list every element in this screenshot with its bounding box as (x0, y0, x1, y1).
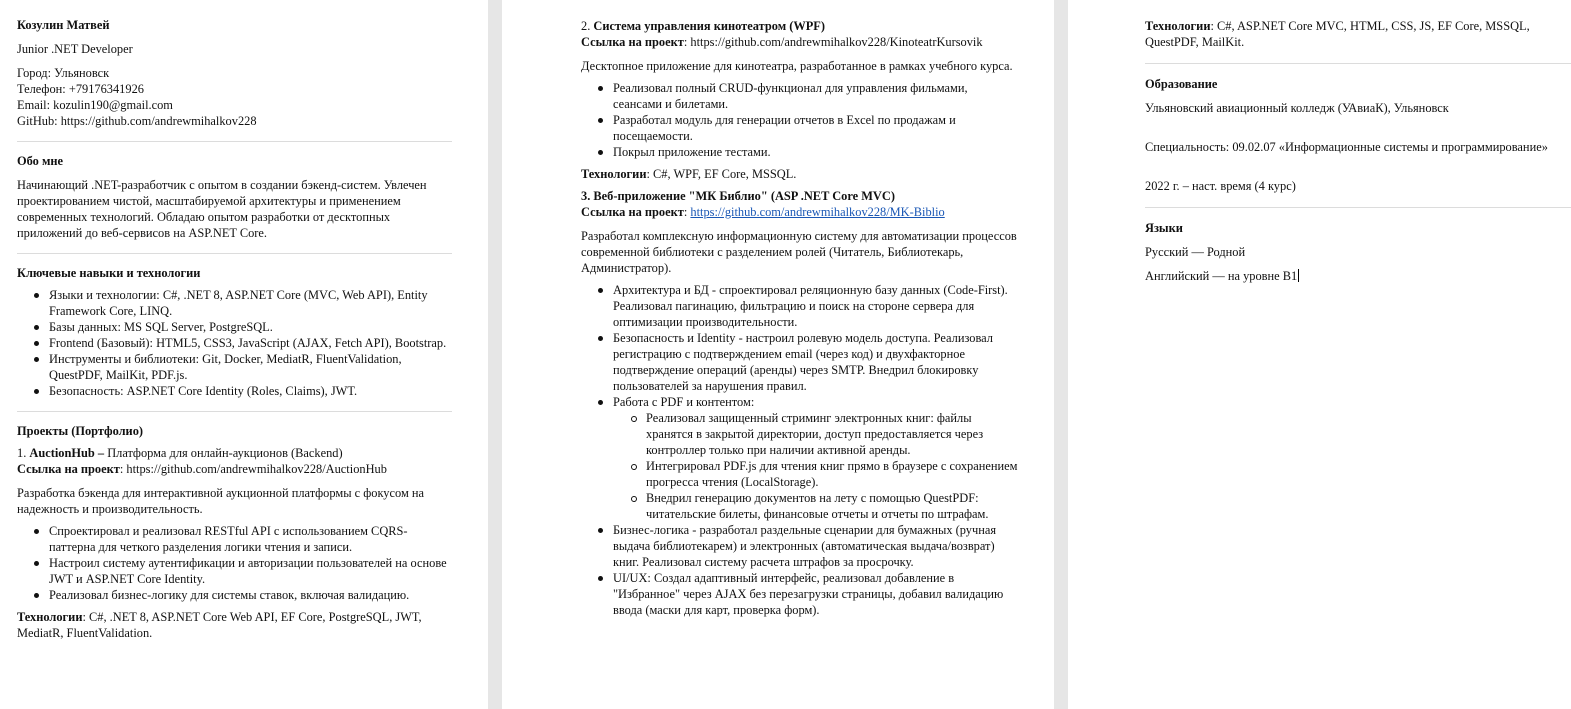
list-item: Базы данных: MS SQL Server, PostgreSQL. (49, 319, 452, 335)
sub-list-item: Внедрил генерацию документов на лету с помощью QuestPDF: читательские билеты, финансовые отчеты и отчеты по штрафам. (646, 490, 1018, 522)
skills-heading: Ключевые навыки и технологии (17, 266, 201, 280)
section-divider (17, 411, 452, 412)
project-2-title (581, 18, 1018, 34)
project-3-bullets (581, 282, 1018, 618)
list-item: Инструменты и библиотеки: Git, Docker, MediatR, FluentValidation, QuestPDF, MailKit, PDF.js. (49, 351, 452, 383)
link-url: : https://github.com/andrewmihalkov228/AuctionHub (119, 462, 387, 476)
list-item: Спроектировал и реализовал RESTful API с использованием CQRS-паттерна для четкого разделения логики чтения и записи. (49, 523, 452, 555)
list-item (613, 394, 1018, 522)
contact-github: GitHub: https://github.com/andrewmihalkov228 (17, 114, 257, 128)
project-3-tech (1145, 18, 1571, 50)
list-item: Настроил систему аутентификации и авторизации пользователей на основе JWT и ASP.NET Core Identity. (49, 555, 452, 587)
project-1-tech (17, 609, 452, 641)
text-cursor (1298, 269, 1299, 282)
link-label: Ссылка на проект (581, 205, 684, 219)
tech-label: Технологии (17, 610, 83, 624)
language-russian: Русский — Родной (1145, 245, 1246, 259)
link-label: Ссылка на проект (17, 462, 120, 476)
link-sep: : (683, 205, 691, 219)
contact-city: Город: Ульяновск (17, 66, 110, 80)
education-school: Ульяновский авиационный колледж (УАвиаК), Ульяновск (1145, 101, 1449, 115)
link-url: : https://github.com/andrewmihalkov228/KinoteatrKursovik (683, 35, 983, 49)
project-2-text: Десктопное приложение для кинотеатра, разработанное в рамках учебного курса. (581, 59, 1013, 73)
sub-list (613, 410, 1018, 522)
project-3-link-url[interactable]: https://github.com/andrewmihalkov228/MK-Biblio (690, 205, 945, 219)
section-divider (17, 141, 452, 142)
project-2-link (581, 34, 1018, 50)
tech-list: : C#, WPF, EF Core, MSSQL. (646, 167, 797, 181)
skills-list (17, 287, 452, 399)
tech-list: : C#, ASP.NET Core MVC, HTML, CSS, JS, EF Core, MSSQL, QuestPDF, MailKit. (1145, 19, 1530, 49)
projects-heading: Проекты (Портфолио) (17, 424, 144, 438)
list-item: Реализовал бизнес-логику для системы ставок, включая валидацию. (49, 587, 452, 603)
list-item-text: Работа с PDF и контентом: (613, 395, 755, 409)
languages-heading: Языки (1145, 221, 1183, 235)
tech-list: : C#, .NET 8, ASP.NET Core Web API, EF Core, PostgreSQL, JWT, MediatR, FluentValidation. (17, 610, 422, 640)
project-1-name: AuctionHub – (29, 446, 105, 460)
education-specialty: Специальность: 09.02.07 «Информационные системы и программирование» (1145, 140, 1548, 154)
list-item: Безопасность и Identity - настроил ролевую модель доступа. Реализовал регистрацию с подтверждением email (через код) и двухфакторное подтверждение операций (аренды) через SMTP. Внедрил блокировку пользователей за нарушения правил. (613, 330, 1018, 394)
document-page-3[interactable] (1068, 0, 1571, 709)
document-page-1[interactable] (0, 0, 488, 709)
project-2-name: Система управления кинотеатром (WPF) (593, 19, 826, 33)
list-item: Frontend (Базовый): HTML5, CSS3, JavaScript (AJAX, Fetch API), Bootstrap. (49, 335, 452, 351)
education-years: 2022 г. – наст. время (4 курс) (1145, 179, 1296, 193)
project-3-title: 3. Веб-приложение "МК Библио" (ASP .NET Core MVC) (581, 189, 895, 203)
project-number: 1. (17, 446, 30, 460)
candidate-name: Козулин Матвей (17, 18, 110, 32)
project-1-link (17, 461, 452, 477)
list-item: Покрыл приложение тестами. (613, 144, 1018, 160)
education-heading: Образование (1145, 77, 1218, 91)
sub-list-item: Интегрировал PDF.js для чтения книг прямо в браузере с сохранением прогресса чтения (LocalStorage). (646, 459, 1018, 489)
project-2-bullets (581, 80, 1018, 160)
candidate-role: Junior .NET Developer (17, 42, 133, 56)
project-1-bullets (17, 523, 452, 603)
tech-label: Технологии (1145, 19, 1211, 33)
list-item: Языки и технологии: C#, .NET 8, ASP.NET Core (MVC, Web API), Entity Framework Core, LINQ. (49, 287, 452, 319)
project-1-title (17, 445, 452, 461)
project-3-link (581, 204, 1018, 220)
about-text: Начинающий .NET-разработчик с опытом в создании бэкенд-систем. Увлечен проектированием чистой, масштабируемой архитектуры и применением современных технологий. Обладаю опытом разработки от десктопных приложений до веб-сервисов на ASP.NET Core. (17, 178, 427, 240)
list-item: Безопасность: ASP.NET Core Identity (Roles, Claims), JWT. (49, 383, 452, 399)
contact-email: Email: kozulin190@gmail.com (17, 98, 173, 112)
list-item: Разработал модуль для генерации отчетов в Excel по продажам и посещаемости. (613, 112, 1018, 144)
list-item: UI/UX: Создал адаптивный интерфейс, реализовал добавление в "Избранное" через AJAX без перезагрузки страницы, добавил валидацию ввода (маски для карт, проверка форм). (613, 570, 1018, 618)
project-2-tech (581, 166, 1018, 182)
tech-label: Технологии (581, 167, 647, 181)
section-divider (1145, 63, 1571, 64)
section-divider (1145, 207, 1571, 208)
list-item: Архитектура и БД - спроектировал реляционную базу данных (Code-First). Реализовал пагинацию, фильтрацию и поиск на стороне сервера для оптимизации производительности. (613, 282, 1018, 330)
list-item: Бизнес-логика - разработал раздельные сценарии для бумажных (ручная выдача библиотекарем) и электронных (автоматическая выдача/возврат) книг. Реализовал систему расчета штрафов за просрочку. (613, 522, 1018, 570)
project-3-text: Разработал комплексную информационную систему для автоматизации процессов современной библиотеки с разделением ролей (Читатель, Библиотекарь, Администратор). (581, 229, 1017, 275)
contact-phone: Телефон: +79176341926 (17, 82, 144, 96)
language-english-line[interactable] (1145, 268, 1571, 284)
list-item: Реализовал полный CRUD-функционал для управления фильмами, сеансами и билетами. (613, 80, 1018, 112)
project-number: 2. (581, 19, 594, 33)
language-english: Английский — на уровне B1 (1145, 269, 1298, 283)
document-page-2[interactable] (502, 0, 1054, 709)
sub-list-item: Реализовал защищенный стриминг электронных книг: файлы хранятся в закрытой директории, доступ предоставляется через контроллер только при наличии активной аренды. (646, 410, 1018, 458)
project-1-desc: Платформа для онлайн-аукционов (Backend) (104, 446, 343, 460)
section-divider (17, 253, 452, 254)
about-heading: Обо мне (17, 154, 64, 168)
project-1-text: Разработка бэкенда для интерактивной аукционной платформы с фокусом на надежность и производительность. (17, 486, 425, 516)
link-label: Ссылка на проект (581, 35, 684, 49)
